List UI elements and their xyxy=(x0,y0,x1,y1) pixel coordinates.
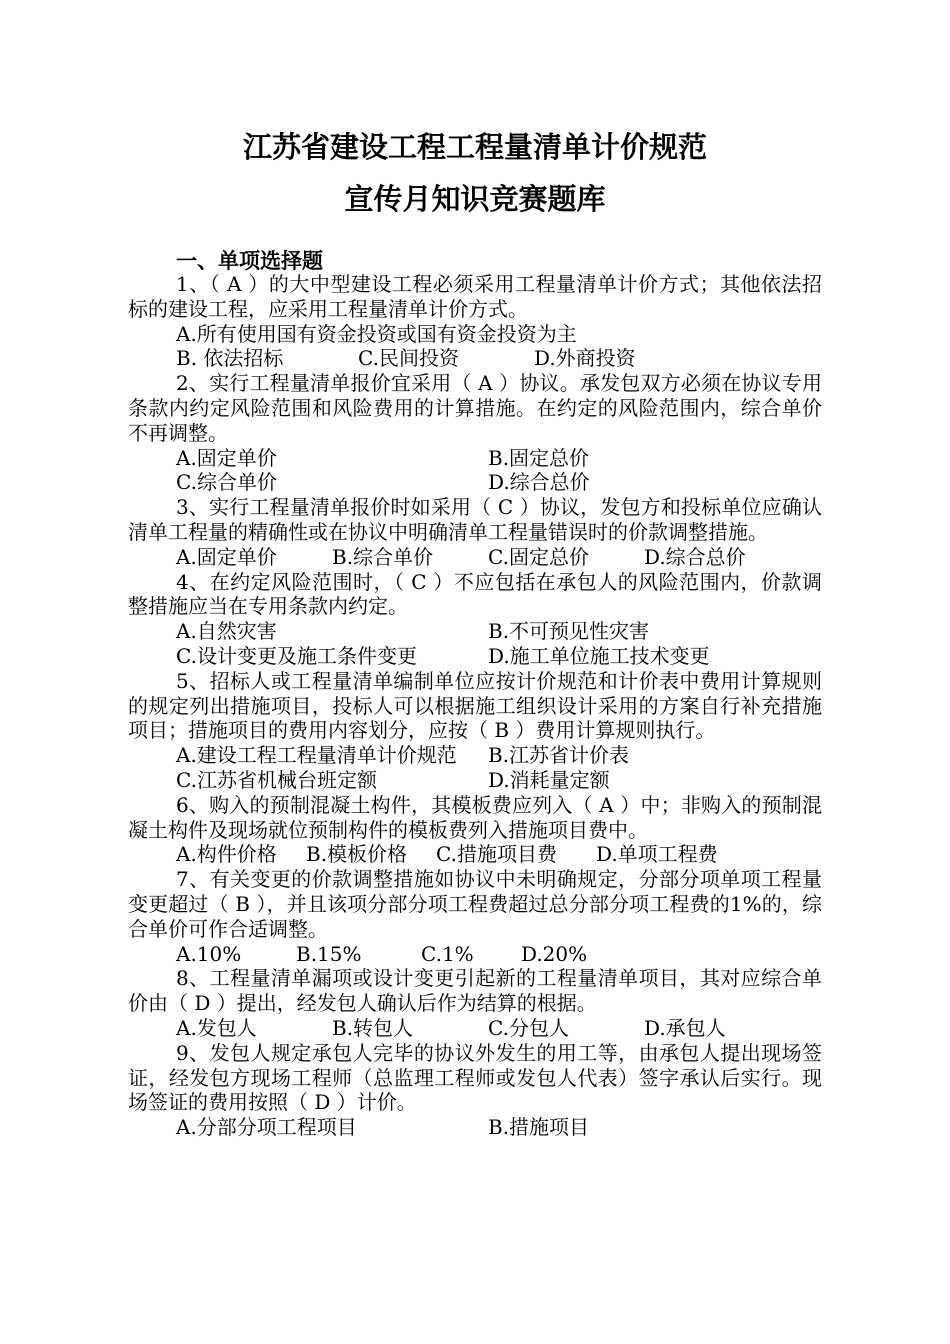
answer-option: A.10% xyxy=(176,941,242,966)
question-text: 7、有关变更的价款调整措施如协议中未明确规定，分部分项单项工程量变更超过（ B ），并且该项分部分项工程费超过总分部分项工程费的1%的，综合单价可作合适调整。 xyxy=(128,867,822,941)
answer-option: B. 依法招标 xyxy=(176,346,284,371)
option-row xyxy=(176,322,822,347)
answer-option: A.自然灾害 xyxy=(176,619,277,644)
answer-option: C.分包人 xyxy=(488,1015,569,1040)
option-row xyxy=(176,743,822,768)
question-text: 1、（ A ）的大中型建设工程必须采用工程量清单计价方式；其他依法招标的建设工程，应采用工程量清单计价方式。 xyxy=(128,272,822,321)
answer-option: A.所有使用国有资金投资或国有资金投资为主 xyxy=(176,321,577,346)
answer-option: B.15% xyxy=(296,941,362,966)
answer-option: B.固定总价 xyxy=(488,445,590,470)
answer-option: C.措施项目费 xyxy=(436,842,557,867)
answer-option: B.措施项目 xyxy=(488,1115,590,1140)
option-row xyxy=(176,446,822,471)
option-row xyxy=(176,768,822,793)
option-row xyxy=(176,470,822,495)
option-row xyxy=(176,545,822,570)
answer-option: D.施工单位施工技术变更 xyxy=(488,643,710,668)
answer-option: B.转包人 xyxy=(332,1015,414,1040)
answer-option: D.20% xyxy=(521,941,588,966)
answer-option: B.模板价格 xyxy=(306,842,408,867)
answer-option: A.分部分项工程项目 xyxy=(176,1115,357,1140)
answer-option: A.构件价格 xyxy=(176,842,277,867)
answer-option: A.建设工程工程量清单计价规范 xyxy=(176,743,457,768)
option-row xyxy=(176,644,822,669)
option-row xyxy=(176,842,822,867)
answer-option: D.承包人 xyxy=(644,1015,726,1040)
answer-option: C.固定总价 xyxy=(488,544,589,569)
answer-option: D.综合总价 xyxy=(644,544,746,569)
answer-option: C.综合单价 xyxy=(176,470,277,495)
answer-option: B.综合单价 xyxy=(332,544,434,569)
option-row xyxy=(176,619,822,644)
question-text: 6、购入的预制混凝土构件，其模板费应列入（ A ）中；非购入的预制混凝土构件及现场就位预制构件的模板费列入措施项目费中。 xyxy=(128,792,822,842)
document-title-line1: 江苏省建设工程工程量清单计价规范 xyxy=(242,130,707,164)
question-text: 4、在约定风险范围时，（ C ）不应包括在承包人的风险范围内，价款调整措施应当在专用条款内约定。 xyxy=(128,569,822,619)
question-text: 2、实行工程量清单报价宜采用（ A ）协议。承发包双方必须在协议专用条款内约定风险范围和风险费用的计算措施。在约定的风险范围内，综合单价不再调整。 xyxy=(128,371,822,445)
answer-option: D.外商投资 xyxy=(534,346,636,371)
answer-option: A.固定单价 xyxy=(176,544,277,569)
option-row xyxy=(176,1016,822,1041)
option-row xyxy=(176,1115,822,1140)
option-row xyxy=(176,942,822,967)
question-text: 8、工程量清单漏项或设计变更引起新的工程量清单项目，其对应综合单价由（ D ）提出，经发包人确认后作为结算的根据。 xyxy=(128,966,822,1016)
answer-option: D.消耗量定额 xyxy=(488,767,610,792)
section-heading: 一、单项选择题 xyxy=(176,249,323,273)
answer-option: A.发包人 xyxy=(176,1015,257,1040)
question-list xyxy=(128,272,822,1140)
answer-option: C.设计变更及施工条件变更 xyxy=(176,643,417,668)
answer-option: B.江苏省计价表 xyxy=(488,743,630,768)
answer-option: C.1% xyxy=(421,941,474,966)
answer-option: B.不可预见性灾害 xyxy=(488,619,650,644)
question-text: 9、发包人规定承包人完毕的协议外发生的用工等，由承包人提出现场签证，经发包方现场工程师（总监理工程师或发包人代表）签字承认后实行。现场签证的费用按照（ D ）计价。 xyxy=(128,1040,822,1115)
answer-option: C.江苏省机械台班定额 xyxy=(176,767,377,792)
answer-option: D.单项工程费 xyxy=(596,842,718,867)
option-row xyxy=(176,346,822,371)
question-text: 5、招标人或工程量清单编制单位应按计价规范和计价表中费用计算规则的规定列出措施项目，投标人可以根据施工组织设计采用的方案自行补充措施项目；措施项目的费用内容划分，应按（ B ）费用计算规则执行。 xyxy=(128,668,822,743)
document-title-line2: 宣传月知识竞赛题库 xyxy=(344,182,606,216)
answer-option: A.固定单价 xyxy=(176,445,277,470)
answer-option: D.综合总价 xyxy=(488,470,590,495)
question-text: 3、实行工程量清单报价时如采用（ C ）协议，发包方和投标单位应确认清单工程量的精确性或在协议中明确清单工程量错误时的价款调整措施。 xyxy=(128,495,822,544)
answer-option: C.民间投资 xyxy=(358,346,459,371)
